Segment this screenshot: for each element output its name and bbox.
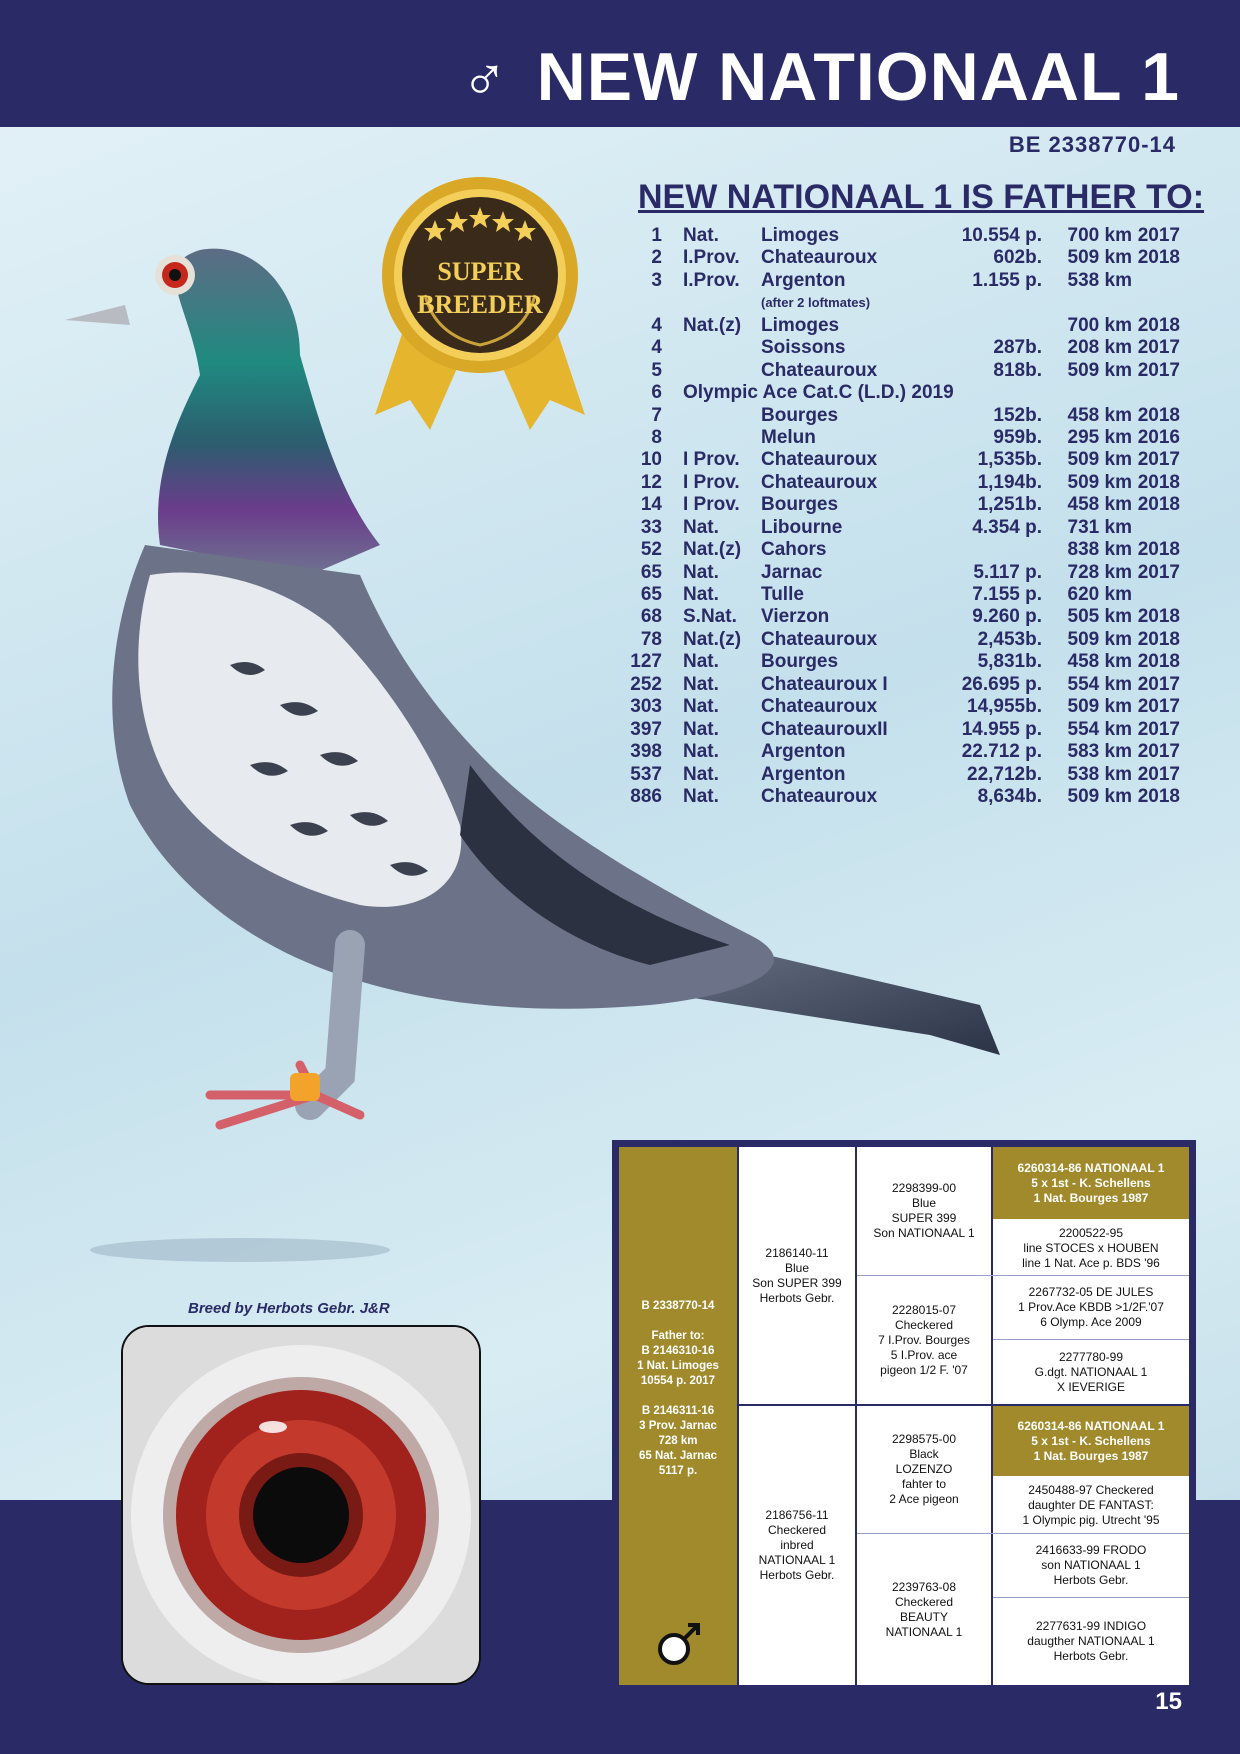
result-rank: 65 [640,561,662,583]
pedigree-dam-sire-sire: 6260314-86 NATIONAAL 1 5 x 1st - K. Schellens 1 Nat. Bourges 1987 [993,1406,1189,1476]
result-race: Bourges [761,404,839,426]
pedigree-sire-dam-sire: 2267732-05 DE JULES 1 Prov.Ace KBDB >1/2F.'07 6 Olymp. Ace 2009 [1018,1285,1164,1329]
result-level: I Prov. [683,449,740,471]
result-km: 554 km [1067,673,1132,695]
result-rank: 6 [651,382,662,404]
result-birds: 818b. [993,359,1042,381]
result-race: Chateauroux [761,449,878,471]
result-level: Nat. [683,673,719,695]
result-year: 2018 [1137,539,1180,561]
result-rank: 886 [630,785,662,807]
result-birds: 4.354 p. [972,516,1042,538]
result-level: Nat. [683,696,719,718]
ring-number: BE 2338770-14 [1008,132,1176,157]
result-km: 728 km [1067,561,1132,583]
result-race: Chateauroux [761,696,878,718]
result-rank: 537 [630,763,662,785]
result-km: 505 km [1067,606,1132,628]
result-km: 509 km [1067,247,1132,269]
male-symbol-icon: ♂ [461,42,509,112]
result-birds: 959b. [993,426,1042,448]
result-level: S.Nat. [683,606,737,628]
result-birds: 1,194b. [977,471,1042,493]
result-birds: 14,955b. [967,696,1042,718]
result-race: Argenton [761,741,846,763]
result-year: 2017 [1137,561,1180,583]
result-race: Libourne [761,516,843,538]
result-race: Melun [761,426,816,448]
result-km: 458 km [1067,494,1132,516]
result-level: Olympic Ace Cat.C (L.D.) 2019 [683,382,954,404]
result-rank: 7 [651,404,662,426]
result-level: Nat. [683,718,719,740]
result-km: 295 km [1067,426,1132,448]
eye-image [123,1327,479,1683]
result-birds: 9.260 p. [972,606,1042,628]
result-rank: 3 [651,269,662,291]
pedigree-dam: 2186756-11 Checkered inbred NATIONAAL 1 Herbots Gebr. [758,1508,836,1582]
result-birds: 22,712b. [967,763,1042,785]
result-race: Chateauroux [761,785,878,807]
result-year: 2017 [1137,449,1180,471]
result-level: Nat. [683,651,719,673]
result-year: 2018 [1137,628,1180,650]
result-rank: 52 [640,539,662,561]
result-rank: 8 [651,426,662,448]
result-race: Chateauroux [761,471,878,493]
result-rank: 68 [640,606,662,628]
result-level: Nat.(z) [683,628,742,650]
page-title [461,38,1180,116]
pedigree-sire-dam: 2228015-07 Checkered 7 I.Prov. Bourges 5 I.Prov. ace pigeon 1/2 F. '07 [878,1302,970,1377]
result-race: ChateaurouxII [761,718,888,740]
result-level: Nat. [683,225,719,246]
pedigree-sire-sire-dam: 2200522-95 line STOCES x HOUBEN line 1 Nat. Ace p. BDS '96 [1022,1225,1160,1270]
result-rank: 2 [651,247,662,269]
result-km: 509 km [1067,359,1132,381]
result-birds: 7.155 p. [972,584,1042,605]
result-km: 538 km [1067,763,1132,785]
result-race: Limoges [761,225,840,246]
result-race: Bourges [761,651,839,673]
pedigree-sire-dam-dam: 2277780-99 G.dgt. NATIONAAL 1 X IEVERIGE [1034,1349,1148,1394]
result-year: 2016 [1137,426,1180,448]
result-race: Chateauroux [761,628,878,650]
pedigree-dam-sire-dam: 2450488-97 Checkered daughter DE FANTAST: 1 Olympic pig. Utrecht '95 [1022,1483,1160,1527]
result-rank: 4 [651,314,662,336]
result-km: 509 km [1067,628,1132,650]
result-km: 620 km [1067,584,1132,605]
result-rank: 12 [640,471,662,493]
result-rank: 14 [640,494,662,516]
result-km: 554 km [1067,718,1132,740]
result-race: Chateauroux [761,359,878,381]
result-year: 2017 [1137,718,1180,740]
pedigree-dam-dam-dam: 2277631-99 INDIGO daugther NATIONAAL 1 Herbots Gebr. [1027,1619,1155,1663]
result-year: 2017 [1137,225,1180,246]
result-birds: 602b. [993,247,1042,269]
breeder-credit: Breed by Herbots Gebr. J&R [188,1300,390,1317]
result-km: 509 km [1067,696,1132,718]
result-level: I Prov. [683,471,740,493]
result-birds: 152b. [993,404,1042,426]
page-number: 15 [1155,1688,1182,1715]
result-birds: 5.117 p. [973,561,1042,583]
result-race: Argenton [761,763,846,785]
result-race: Chateauroux I [761,673,888,695]
result-rank: 65 [640,584,662,605]
result-level: Nat. [683,561,719,583]
result-birds: 2,453b. [977,628,1042,650]
result-rank: 1 [651,225,662,246]
result-birds: 287b. [993,337,1042,359]
result-birds: 8,634b. [977,785,1042,807]
result-race: Cahors [761,539,827,561]
result-race: Chateauroux [761,247,878,269]
result-birds: 1,251b. [977,494,1042,516]
result-km: 509 km [1067,785,1132,807]
result-year: 2018 [1137,247,1180,269]
result-level: Nat.(z) [683,539,742,561]
result-km: 700 km [1067,314,1132,336]
result-km: 458 km [1067,404,1132,426]
pedigree-chart [612,1140,1196,1692]
pigeon-photo [50,245,1020,1285]
result-birds: 14.955 p. [961,718,1042,740]
pedigree-sire-sire: 2298399-00 Blue SUPER 399 Son NATIONAAL 1 [873,1181,975,1240]
result-birds: 26.695 p. [961,673,1042,695]
pedigree-sire-sire-sire: 6260314-86 NATIONAAL 1 5 x 1st - K. Schellens 1 Nat. Bourges 1987 [993,1147,1189,1219]
result-year: 2018 [1137,651,1180,673]
pedigree-dam-sire: 2298575-00 Black LOZENZO fahter to 2 Ace pigeon [889,1432,959,1506]
result-birds: 1.155 p. [972,269,1042,291]
result-rank: 398 [630,741,662,763]
result-rank: 397 [630,718,662,740]
result-km: 509 km [1067,449,1132,471]
result-level: I Prov. [683,494,740,516]
result-km: 538 km [1067,269,1132,291]
result-race: Limoges [761,314,840,336]
badge-line1: SUPER [437,257,523,286]
result-km: 208 km [1067,337,1132,359]
result-year: 2018 [1137,471,1180,493]
male-symbol-icon [654,1619,704,1669]
result-rank: 252 [630,673,662,695]
result-race: Vierzon [761,606,830,628]
result-year: 2017 [1137,337,1180,359]
result-year: 2018 [1137,606,1180,628]
result-birds: 10.554 p. [961,225,1042,246]
result-level: Nat. [683,763,719,785]
result-race: Bourges [761,494,839,516]
badge-line2: BREEDER [417,290,543,319]
result-km: 838 km [1067,539,1132,561]
result-rank: 303 [630,696,662,718]
result-birds: 5,831b. [977,651,1042,673]
result-rank: 127 [630,651,662,673]
result-year: 2017 [1137,673,1180,695]
pedigree-sire: 2186140-11 Blue Son SUPER 399 Herbots Gebr. [752,1245,842,1305]
result-km: 509 km [1067,471,1132,493]
father-to-heading: NEW NATIONAAL 1 IS FATHER TO: [638,178,1205,216]
result-race: Argenton [761,269,846,291]
result-rank: 33 [640,516,662,538]
eye-photo [121,1325,481,1685]
result-km: 458 km [1067,651,1132,673]
pedigree-subject [619,1147,737,1685]
result-note: (after 2 loftmates) [761,295,871,311]
result-year: 2017 [1137,741,1180,763]
result-level: Nat. [683,785,719,807]
result-race: Soissons [761,337,846,359]
pedigree-dam-dam: 2239763-08 Checkered BEAUTY NATIONAAL 1 [885,1579,963,1639]
result-race: Tulle [761,584,804,605]
result-birds: 1,535b. [977,449,1042,471]
result-year: 2018 [1137,404,1180,426]
result-year: 2018 [1137,494,1180,516]
result-level: Nat. [683,741,719,763]
result-year: 2018 [1137,785,1180,807]
result-year: 2018 [1137,314,1180,336]
result-year: 2017 [1137,359,1180,381]
result-level: Nat. [683,584,719,605]
pedigree-dam-dam-sire: 2416633-99 FRODO son NATIONAAL 1 Herbots Gebr. [1035,1543,1147,1587]
result-km: 731 km [1067,516,1132,538]
result-rank: 78 [640,628,662,650]
result-rank: 10 [640,449,662,471]
result-birds: 22.712 p. [961,741,1042,763]
result-race: Jarnac [761,561,823,583]
result-km: 700 km [1067,225,1132,246]
result-year: 2017 [1137,763,1180,785]
pedigree-subject-text: B 2338770-14 Father to: B 2146310-16 1 Nat. Limoges 10554 p. 2017 B 2146311-16 3 Prov. Jarnac 728 km 65 Nat. Jarnac 5117 p. [637,1300,719,1477]
result-level: I.Prov. [683,269,740,291]
title-text: NEW NATIONAAL 1 [536,39,1180,115]
result-year: 2017 [1137,696,1180,718]
result-level: Nat.(z) [683,314,742,336]
result-level: Nat. [683,516,719,538]
result-km: 583 km [1067,741,1132,763]
result-rank: 5 [651,359,662,381]
result-level: I.Prov. [683,247,740,269]
result-rank: 4 [651,337,662,359]
